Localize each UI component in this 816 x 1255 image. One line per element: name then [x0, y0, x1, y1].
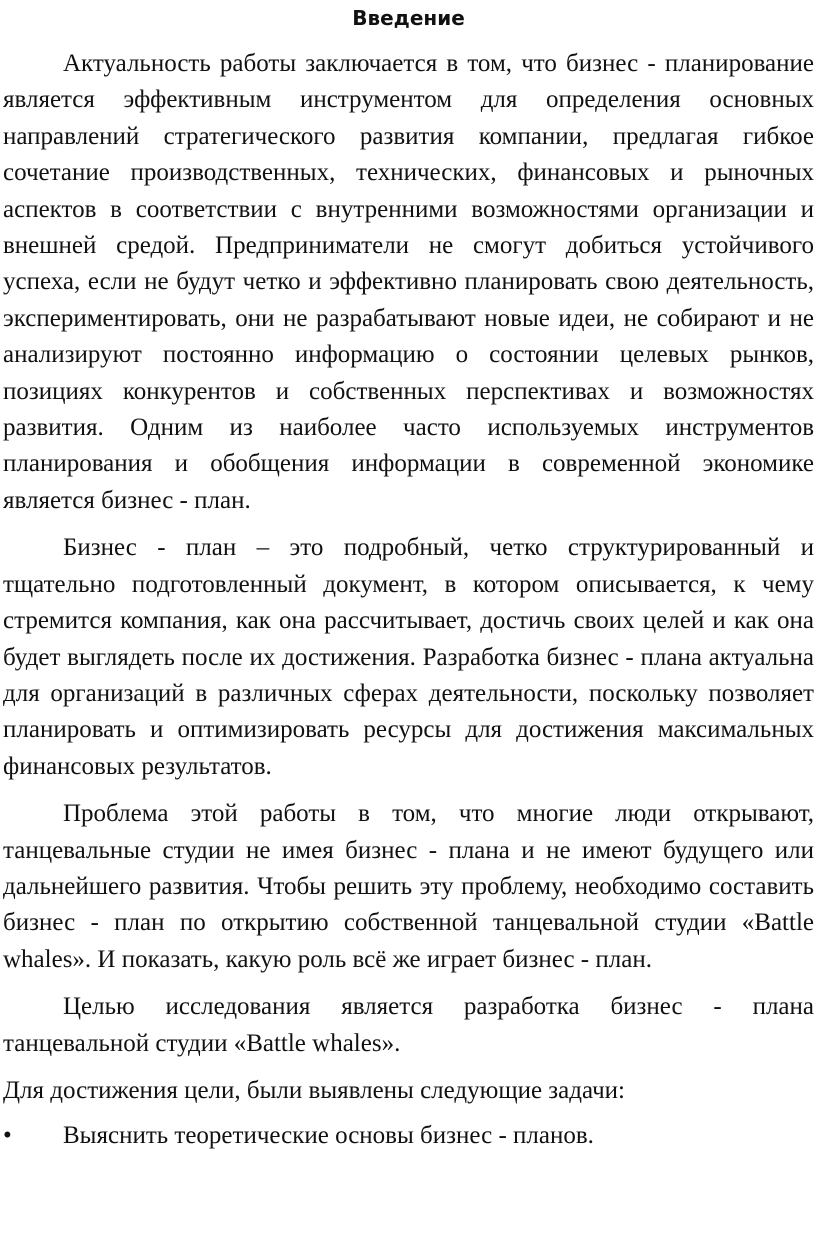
paragraph-goal: Целью исследования является разработка бизнес - плана танцевальной студии «Battle whales». — [3, 993, 814, 1057]
task-list-item — [3, 1118, 814, 1154]
tasks-intro: Для достижения цели, были выявлены следующие задачи: — [3, 1076, 625, 1104]
paragraph-business-plan-definition: Бизнес - план – это подробный, четко структурированный и тщательно подготовленный документ, в котором описывается, к чему стремится компания, как она рассчитывает, достичь своих целей и как она будет выглядеть после их достижения. Разработка бизнес - плана актуальна для организаций в различных сферах деятельности, поскольку позволяет планировать и оптимизировать ресурсы для достижения максимальных финансовых результатов. — [3, 534, 814, 780]
document-title: Введение — [352, 6, 465, 30]
paragraph-problem: Проблема этой работы в том, что многие люди открывают, танцевальные студии не имея бизнес - плана и не имеют будущего или дальнейшего развития. Чтобы решить эту проблему, необходимо составить бизнес - план по открытию собственной танцевальной студии «Battle whales». И показать, какую роль всё же играет бизнес - план. — [3, 800, 814, 973]
bullet-icon: • — [3, 1122, 12, 1150]
paragraph-relevance: Актуальность работы заключается в том, что бизнес - планирование является эффективным инструментом для определения основных направлений стратегического развития компании, предлагая гибкое сочетание производственных, технических, финансовых и рыночных аспектов в соответствии с внутренними возможностями организации и внешней средой. Предприниматели не смогут добиться устойчивого успеха, если не будут четко и эффективно планировать свою деятельность, экспериментировать, они не разрабатывают новые идеи, не собирают и не анализируют постоянно информацию о состоянии целевых рынков, позициях конкурентов и собственных перспективах и возможностях развития. Одним из наиболее часто используемых инструментов планирования и обобщения информации в современной экономике является бизнес - план. — [3, 50, 814, 514]
task-text: Выяснить теоретические основы бизнес - планов. — [63, 1122, 594, 1150]
